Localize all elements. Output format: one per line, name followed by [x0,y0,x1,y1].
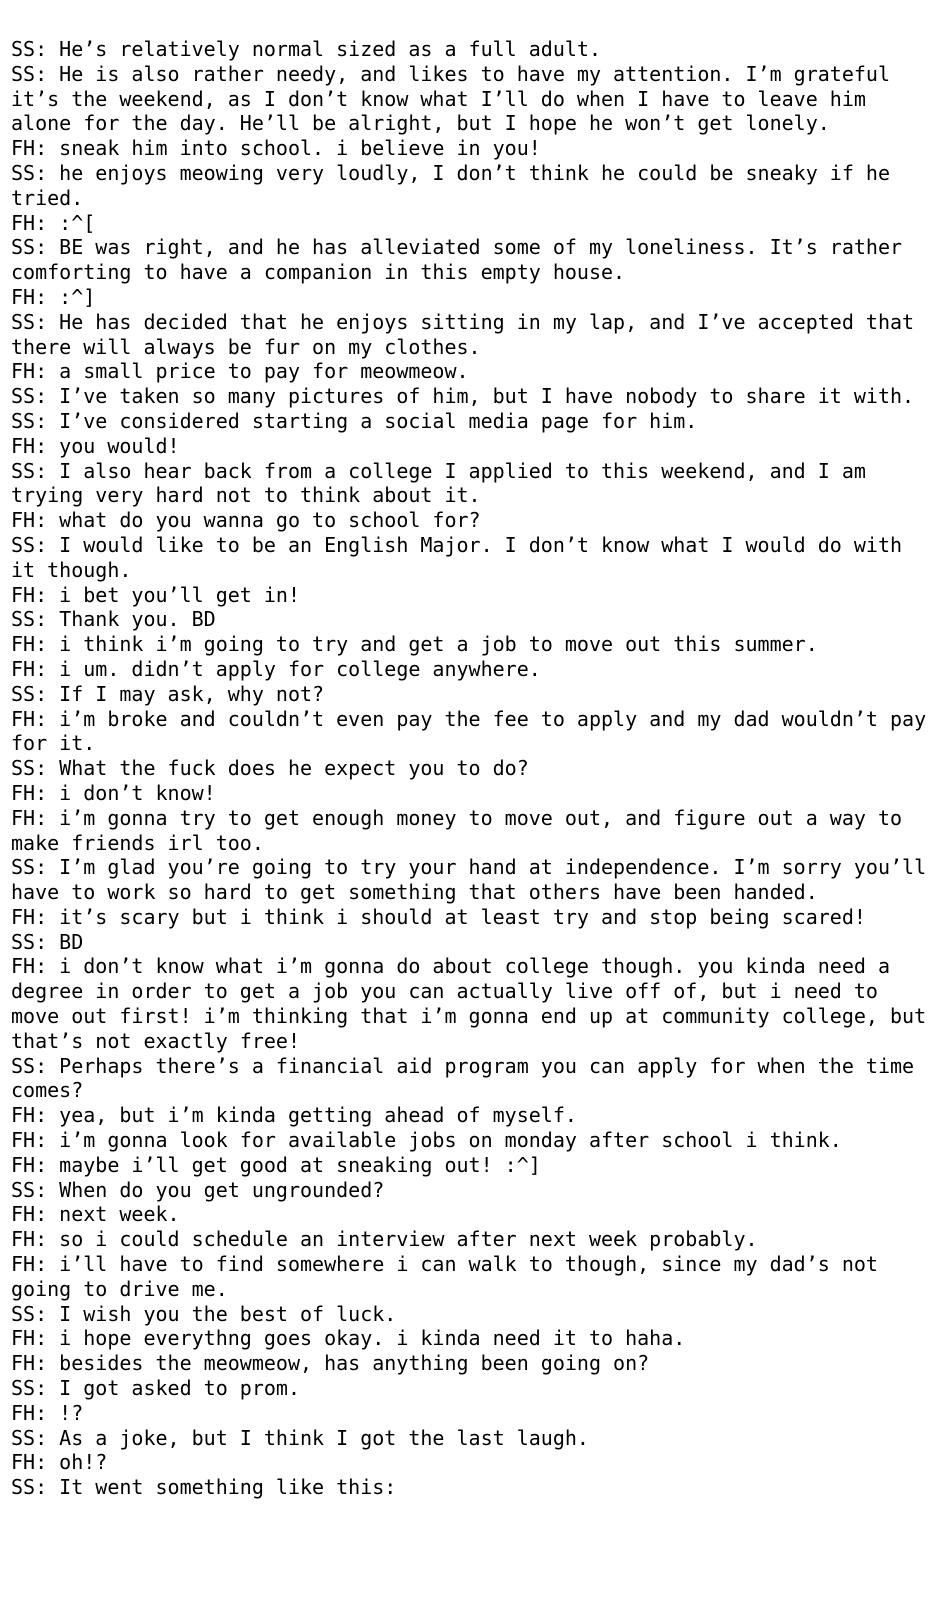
chat-line: SS: What the fuck does he expect you to do? [11,756,529,781]
chat-line: SS: he enjoys meowing very loudly, I don’t think he could be sneaky if he tried. [11,160,903,210]
chat-line: FH: i bet you’ll get in! [11,582,300,607]
chat-line: FH: you would! [11,433,180,458]
chat-line: SS: As a joke, but I think I got the last laugh. [11,1425,589,1450]
chat-line: SS: Perhaps there’s a financial aid program you can apply for when the time comes? [11,1053,927,1103]
chat-line: SS: He’s relatively normal sized as a full adult. [11,37,602,61]
chat-line: SS: I also hear back from a college I applied to this weekend, and I am trying very hard not to think about it. [11,458,878,508]
chat-line: SS: I’ve taken so many pictures of him, but I have nobody to share it with. [11,384,915,409]
chat-line: SS: He has decided that he enjoys sitting in my lap, and I’ve accepted that there will always be fur on my clothes. [11,309,927,359]
chat-line: FH: yea, but i’m kinda getting ahead of myself. [11,1103,577,1128]
chat-line: FH: i um. didn’t apply for college anywhere. [11,656,541,681]
chat-line: FH: sneak him into school. i believe in you! [11,136,541,161]
chat-line: FH: i don’t know what i’m gonna do about college though. you kinda need a degree in order to get a job you can actually live off of, but i need to move out first! i’m thinking that i’m gonna end up at community college, but that’s not exactly free! [11,954,939,1053]
chat-line: SS: BD [11,929,84,954]
chat-line: FH: :^] [11,284,96,309]
chat-line: FH: i’m gonna try to get enough money to move out, and figure out a way to make friends irl too. [11,805,915,855]
chat-line: SS: I’m glad you’re going to try your hand at independence. I’m sorry you’ll have to work so hard to get something that others have been handed. [11,855,939,905]
chat-line: FH: maybe i’ll get good at sneaking out! :^] [11,1152,541,1177]
chat-line: SS: I got asked to prom. [11,1376,300,1401]
chat-line: SS: He is also rather needy, and likes to have my attention. I’m grateful it’s the weekend, as I don’t know what I’ll do when I have to leave him alone for the day. He’ll be alright, but I hope he won’t get lonely. [11,61,903,136]
chat-line: SS: When do you get ungrounded? [11,1177,385,1202]
chat-line: SS: I’ve considered starting a social media page for him. [11,408,698,433]
chat-line: FH: !? [11,1400,84,1425]
chat-line: FH: oh!? [11,1450,108,1475]
chat-line: SS: Thank you. BD [11,607,216,632]
chat-line: FH: i’m gonna look for available jobs on monday after school i think. [11,1128,842,1153]
chat-line: SS: BE was right, and he has alleviated some of my loneliness. It’s rather comforting to have a companion in this empty house. [11,235,915,285]
chat-line: FH: i don’t know! [11,780,216,805]
chat-line: SS: If I may ask, why not? [11,681,325,706]
chat-line: FH: i think i’m going to try and get a job to move out this summer. [11,632,818,657]
chat-line: FH: so i could schedule an interview after next week probably. [11,1227,758,1252]
chat-line: FH: i’m broke and couldn’t even pay the fee to apply and my dad wouldn’t pay for it. [11,706,939,756]
chat-line: FH: i hope everythng goes okay. i kinda need it to haha. [11,1326,686,1351]
chat-line: SS: I wish you the best of luck. [11,1301,397,1326]
chat-line: FH: besides the meowmeow, has anything been going on? [11,1351,650,1376]
chat-log [11,37,937,1500]
chat-line: FH: it’s scary but i think i should at least try and stop being scared! [11,904,866,929]
chat-line: FH: what do you wanna go to school for? [11,508,481,533]
chat-line: FH: next week. [11,1202,180,1227]
chat-line: FH: :^[ [11,210,96,235]
chat-line: FH: a small price to pay for meowmeow. [11,359,469,384]
chat-line: SS: I would like to be an English Major. I don’t know what I would do with it though. [11,532,915,582]
chat-line: FH: i’ll have to find somewhere i can walk to though, since my dad’s not going to drive me. [11,1252,890,1301]
chat-line: SS: It went something like this: [11,1475,397,1500]
